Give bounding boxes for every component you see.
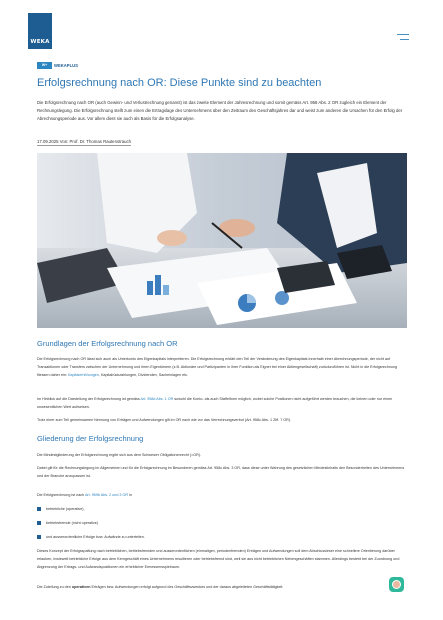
paragraph: Im Hinblick auf die Darstellung der Erfolgsrechnung ist gemäss Art. 958d Abs. 1 OR sowohl die Konto- als auch Staffelform möglich, wobei solche Positionen nicht aufgeführt werden brauchen, die keinen oder nur einen unwesentlichen Wert aufweisen. xyxy=(37,397,393,409)
hero-image-financial-documents xyxy=(37,153,407,328)
paragraph: Dabei gilt für die Rechnungslegung im Allgemeinen und für die Erfolgsrechnung im Besonderen gemäss Art. 958c Abs. 3 OR, dass diese unter Wahrung des gesetzlichen Mindestinhalts den Besonderheiten des Unternehmens und der Branche anzupassen ist. xyxy=(37,466,405,478)
chat-avatar-icon xyxy=(392,580,401,589)
bullet-square-icon xyxy=(37,521,41,525)
article-title: Erfolgsrechnung nach OR: Diese Punkte sind zu beachten xyxy=(37,77,322,89)
article-byline: 17.09.2025 Von: Prof. Dr. Thomas Rautenstrauch xyxy=(37,139,132,144)
list-item: betriebliche (operative), xyxy=(37,507,85,511)
article-date: 17.09.2025 xyxy=(37,139,59,144)
link-kapitalerhoehungen[interactable]: Kapitalerhöhungen xyxy=(67,373,99,377)
paragraph: Dieses Konzept der Erfolgsspaltung nach betrieblichen, betriebsfremden und ausserordentlichen (einmaligen, periodenfremden) Erträgen und Aufwendungen soll dem Abschlussleser eine schnellere Orientierung darüber erlauben, inwieweit betriebliche Erfolge aus dem Kerngeschäft eines Unternehmens resultieren oder betriebsfremd sind, weil sie aus nicht betrieblichen Nebengeschäften stammen. Allerdings besteht bei der Zuordnung und Abgrenzung der Ertrags- und Aufwandspositionen ein erheblicher Ermessensspielraum. xyxy=(37,549,400,569)
bullet-square-icon xyxy=(37,507,41,511)
paragraph: Die Mindestgliederung der Erfolgsrechnung ergibt sich aus dem Schweizer Obligationenrecht (=OR). xyxy=(37,453,202,457)
wekaplus-badge-icon: W+ xyxy=(37,62,52,69)
section-heading-grundlagen: Grundlagen der Erfolgsrechnung nach OR xyxy=(37,339,178,348)
weka-logo[interactable]: WEKA xyxy=(28,13,52,49)
site-header xyxy=(0,0,443,50)
article-badges xyxy=(37,61,78,69)
paragraph: Die Zuteilung zu den operativen Erträgen bzw. Aufwendungen erfolgt aufgrund des Geschäftszweckes und der daraus abgeleiteten Geschäftstätigkeit. xyxy=(37,585,284,589)
section-heading-gliederung: Gliederung der Erfolgsrechnung xyxy=(37,434,144,443)
list-item: betriebsfremde (nicht operative) xyxy=(37,521,98,525)
paragraph: Trotz einer zum Teil gemeinsamen Nennung von Erträgen und Aufwendungen gilt im OR nach wie vor das Verrechnungsverbot (Art. 958c Abs. 1 Ziff. 7 OR). xyxy=(37,418,292,422)
menu-icon[interactable] xyxy=(397,34,409,42)
list-item: und ausserordentliche Erfolge bzw. Aufwände zu unterteilen. xyxy=(37,535,145,539)
link-art-958d[interactable]: Art. 958d Abs. 1 OR xyxy=(140,397,174,401)
chat-avatar-button[interactable] xyxy=(389,577,404,592)
paragraph: Die Erfolgsrechnung ist nach Art. 959b Abs. 2 und 3 OR in xyxy=(37,493,132,497)
bullet-square-icon xyxy=(37,535,41,539)
hero-image xyxy=(37,153,407,328)
wekaplus-label: WEKAPLUS xyxy=(54,62,78,68)
link-art-959b[interactable]: Art. 959b Abs. 2 und 3 OR xyxy=(84,493,129,497)
article-intro: Die Erfolgsrechnung nach OR (auch Gewinn- und Verlustrechnung genannt) ist das zweite Element der Jahresrechnung und somit gemäss Art. 958 Abs. 2 OR zugleich ein Element der Rechnungslegung. Die Erfolgsrechnung stellt zum einen die Ertragslage des Unternehmens über den Zeitraum des Geschäftsjahres dar und weist zum anderen die Ursachen für den Erfolg der Abrechnungsperiode aus. Vor allem dient sie auch als Basis für die Erfolgsanalyse. xyxy=(37,100,403,121)
paragraph: Die Erfolgsrechnung nach OR lässt sich auch als Unterkonto des Eigenkapitals interpretieren. Die Erfolgsrechnung erklärt den Teil der Veränderung des Eigenkapitals innerhalb einer Abrechnungsperiode, der nicht auf Transaktionen oder Transfers zwischen der Unternehmung und ihren Eigentümern (z.B. Aktionäre und Partizipanten in ihrer Funktion als Eigner bei einer Aktiengesellschaft) zurückzuführen ist. Nicht in die Erfolgsrechnung fliessen daher ein: Kapitalerhöhungen, Kapitalrückzahlungen, Dividenden, Sacheinlagen etc. xyxy=(37,357,397,377)
article-author[interactable]: Prof. Dr. Thomas Rautenstrauch xyxy=(69,139,132,144)
